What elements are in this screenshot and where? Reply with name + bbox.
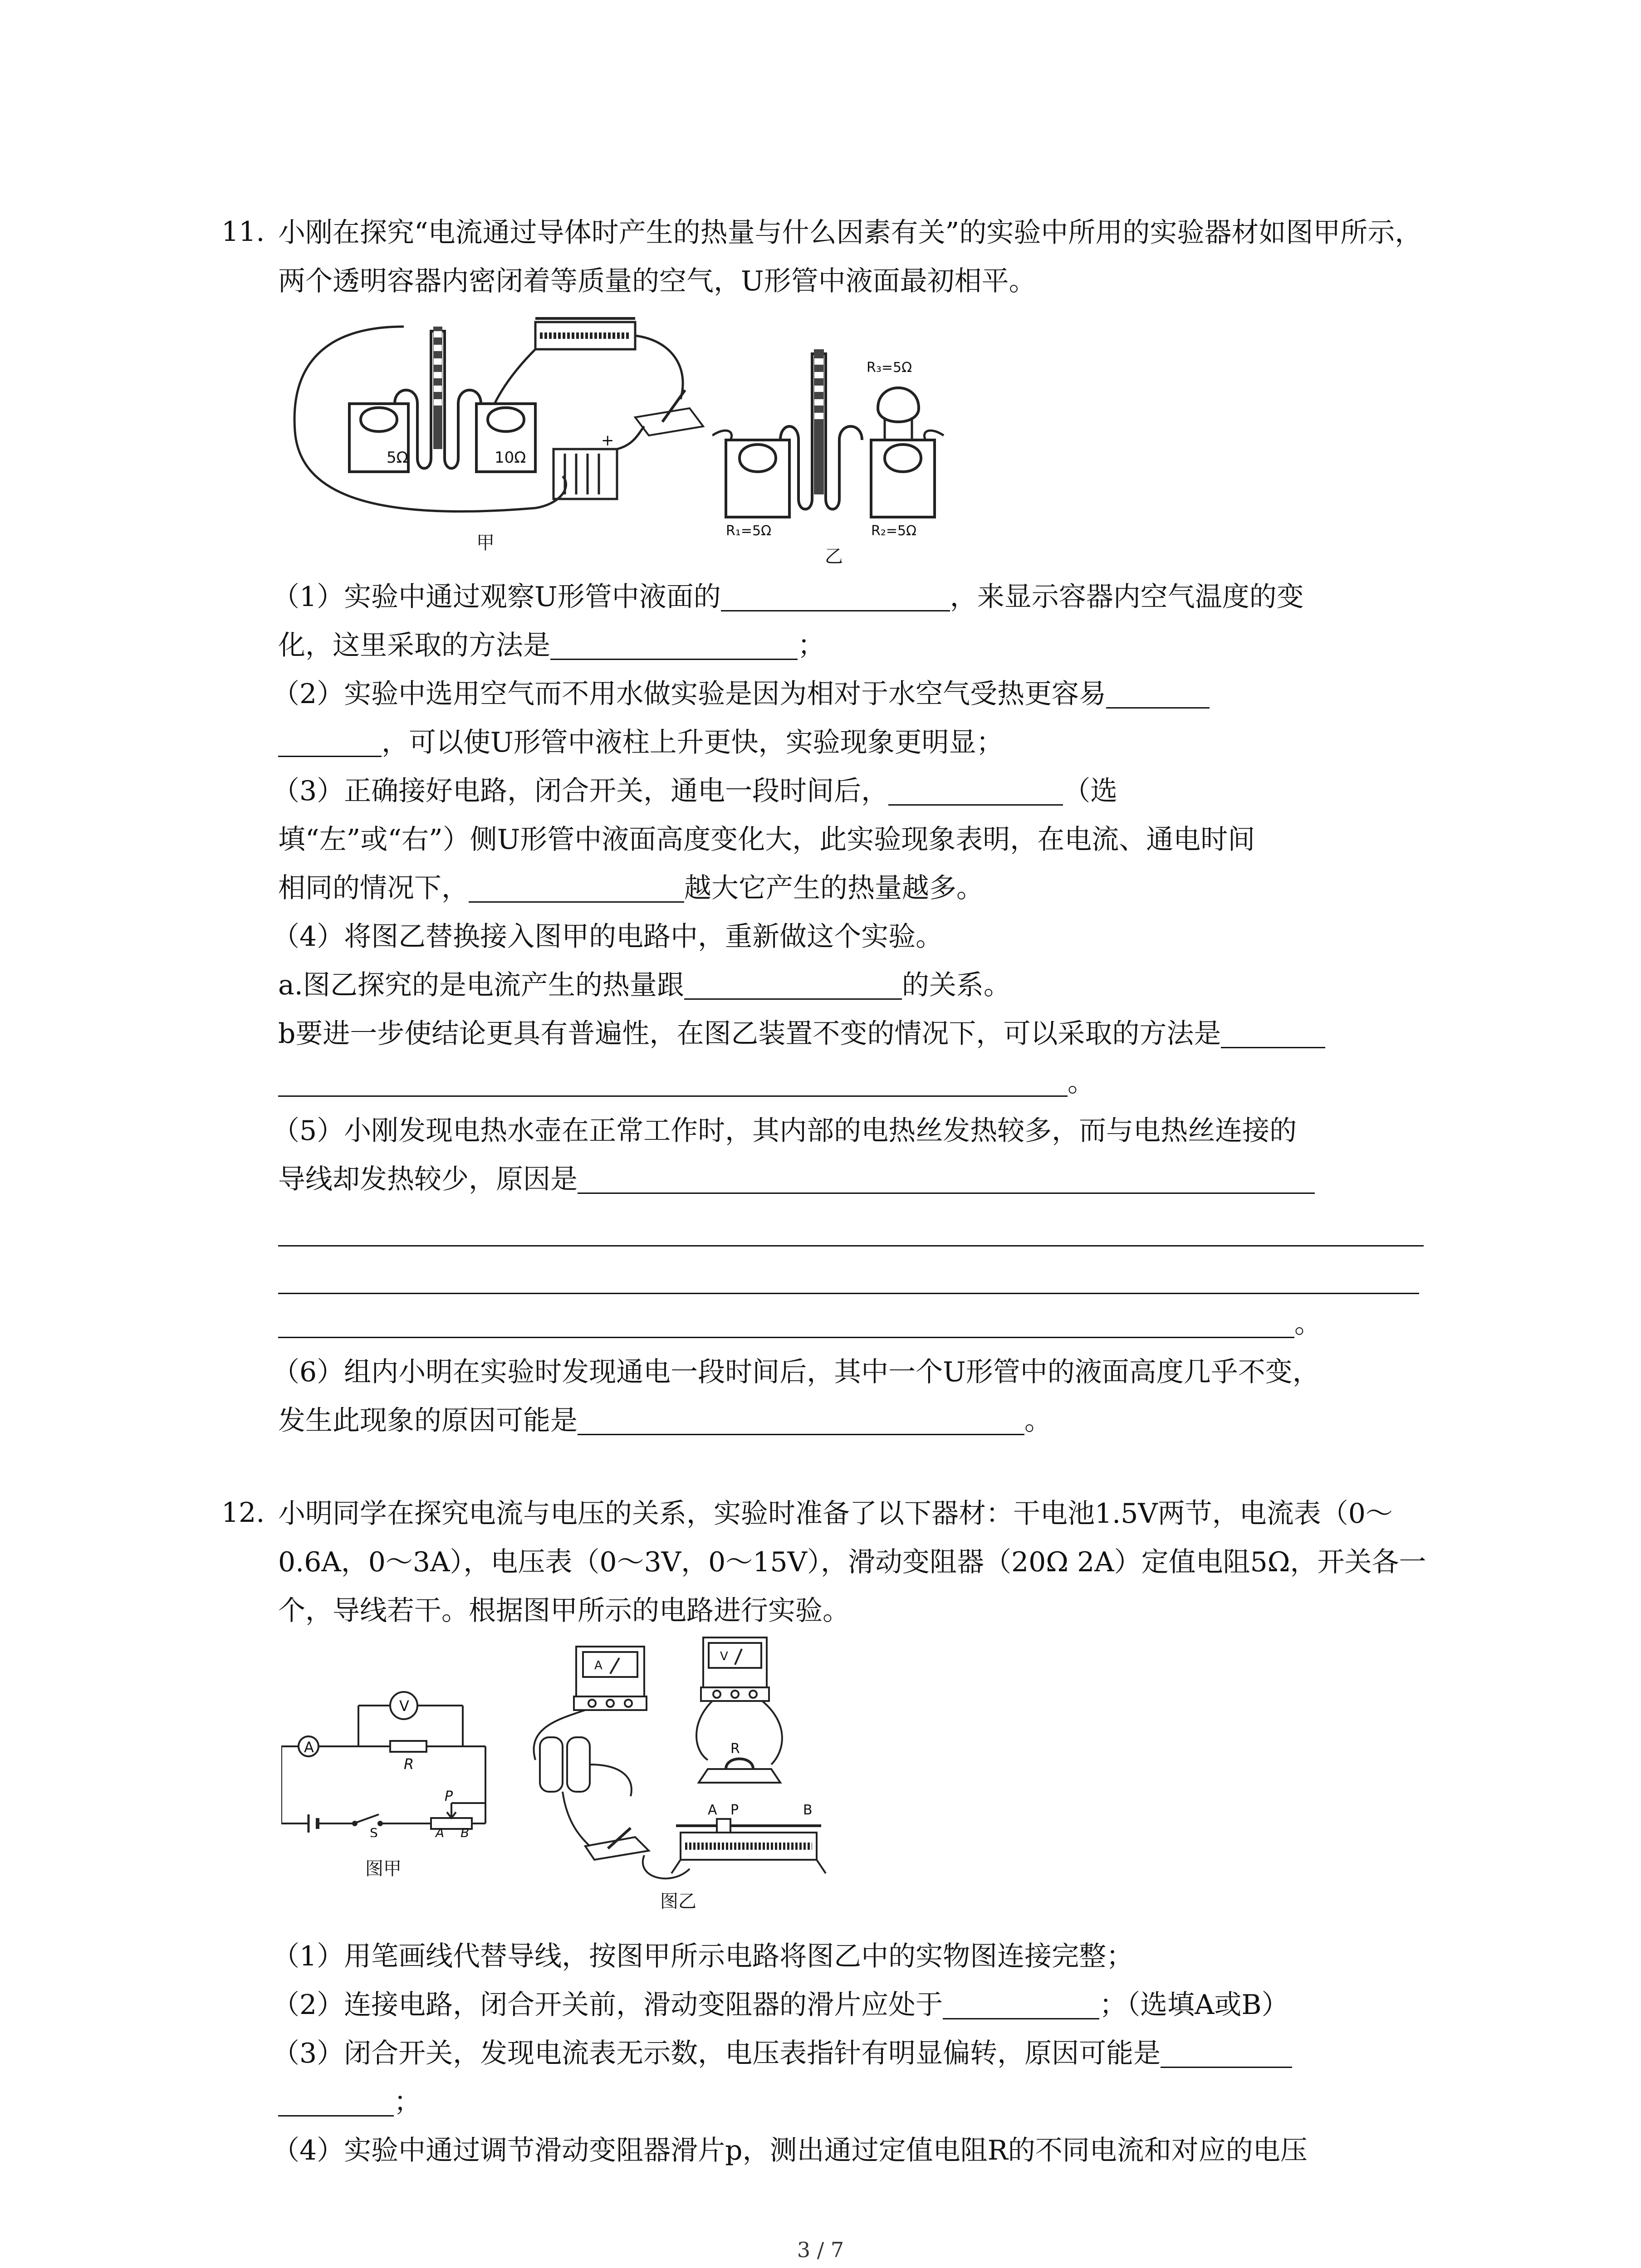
q11-part5-line5: 。 bbox=[278, 1302, 1322, 1341]
label-plus: + bbox=[601, 431, 614, 450]
answer-blank[interactable] bbox=[469, 874, 684, 903]
page-number: 3 / 7 bbox=[797, 2238, 844, 2262]
caption-figure-yi: 图乙 bbox=[660, 1891, 696, 1912]
q11-part1-line2: 化，这里采取的方法是 ； bbox=[278, 630, 825, 661]
resistor-label: R bbox=[404, 1755, 414, 1773]
q11-part3-line1: （3）正确接好电路，闭合开关，通电一段时间后， （选 bbox=[272, 775, 1118, 807]
resistor-real-label: R bbox=[730, 1741, 740, 1757]
q11-part6-line1: （6）组内小明在实验时发现通电一段时间后，其中一个U形管中的液面高度几乎不变， bbox=[272, 1356, 1320, 1388]
voltmeter-label: V bbox=[399, 1697, 409, 1715]
answer-line[interactable] bbox=[278, 1245, 1424, 1246]
q11-part5-line1: （5）小刚发现电热水壶在正常工作时，其内部的电热丝发热较多，而与电热丝连接的 bbox=[272, 1115, 1297, 1147]
answer-blank[interactable] bbox=[888, 777, 1063, 806]
q11-part2-line2: ，可以使U形管中液柱上升更快，实验现象更明显； bbox=[278, 721, 1004, 760]
answer-line[interactable] bbox=[278, 1293, 1419, 1294]
q11-part2-line1: （2）实验中选用空气而不用水做实验是因为相对于水空气受热更容易 bbox=[272, 672, 1210, 711]
ammeter-label: A bbox=[304, 1739, 314, 1756]
q11-part4b-line2: 。 bbox=[278, 1061, 1095, 1100]
caption-yi: 乙 bbox=[825, 546, 843, 567]
q12-part3-line1: （3）闭合开关，发现电流表无示数，电压表指针有明显偏转，原因可能是 bbox=[272, 2032, 1292, 2071]
answer-blank[interactable] bbox=[943, 1991, 1099, 2019]
q11-part5-line2: 导线却发热较少，原因是 bbox=[278, 1158, 1315, 1197]
answer-blank[interactable] bbox=[578, 1407, 1024, 1435]
label-10ohm: 10Ω bbox=[495, 449, 526, 467]
figure-jia bbox=[281, 313, 735, 567]
ammeter-real-label: A bbox=[594, 1659, 603, 1672]
answer-blank[interactable] bbox=[1221, 1020, 1325, 1048]
label-r3: R₃=5Ω bbox=[867, 360, 912, 376]
q11-part6-line2: 发生此现象的原因可能是 。 bbox=[278, 1405, 1052, 1437]
label-r1: R₁=5Ω bbox=[726, 523, 772, 539]
rheostat-p-label: P bbox=[730, 1802, 739, 1818]
q11-part3-line3: 相同的情况下， 越大它产生的热量越多。 bbox=[278, 872, 984, 904]
q12-part3-line2: ； bbox=[278, 2080, 421, 2119]
question-number: 11. bbox=[221, 216, 265, 248]
q12-part4: （4）实验中通过调节滑动变阻器滑片p，测出通过定值电阻R的不同电流和对应的电压 bbox=[272, 2135, 1308, 2166]
q11-part1-line1: （1）实验中通过观察U形管中液面的 ，来显示容器内空气温度的变 bbox=[272, 581, 1304, 613]
answer-blank[interactable] bbox=[1106, 680, 1210, 709]
caption-jia: 甲 bbox=[476, 533, 495, 553]
q11-part4: （4）将图乙替换接入图甲的电路中，重新做这个实验。 bbox=[272, 921, 943, 953]
q11-part3-line2: 填“左”或“右”）侧U形管中液面高度变化大，此实验现象表明，在电流、通电时间 bbox=[278, 824, 1255, 855]
answer-blank[interactable] bbox=[550, 631, 798, 660]
switch-label: S bbox=[370, 1825, 378, 1837]
figure-yi bbox=[712, 345, 948, 544]
question-number: 12. bbox=[221, 1497, 265, 1529]
q12-part2: （2）连接电路，闭合开关前，滑动变阻器的滑片应处于 ；（选填A或B） bbox=[272, 1989, 1289, 2021]
answer-blank[interactable] bbox=[278, 2088, 394, 2116]
rheostat-a-label: A bbox=[708, 1802, 717, 1818]
label-r2: R₂=5Ω bbox=[871, 523, 917, 539]
slider-label: P bbox=[445, 1789, 453, 1804]
answer-blank[interactable] bbox=[278, 1068, 1068, 1097]
rheostat-b-label: B bbox=[803, 1802, 813, 1818]
figure-circuit-jia bbox=[281, 1687, 499, 1837]
figure-apparatus-yi bbox=[517, 1633, 871, 1887]
answer-blank[interactable] bbox=[278, 728, 382, 757]
question-stem: 小刚在探究“电流通过导体时产生的热量与什么因素有关”的实验中所用的实验器材如图甲所示，两个透明容器内密闭着等质量的空气，U形管中液面最初相平。 bbox=[278, 217, 1422, 297]
end-b-label: B bbox=[460, 1825, 470, 1837]
end-a-label: A bbox=[436, 1825, 445, 1837]
q12-part1: （1）用笔画线代替导线，按图甲所示电路将图乙中的实物图连接完整； bbox=[272, 1941, 1134, 1972]
answer-blank[interactable] bbox=[578, 1165, 1315, 1194]
answer-blank[interactable] bbox=[1161, 2039, 1292, 2068]
answer-blank[interactable] bbox=[684, 971, 902, 1000]
voltmeter-real-label: V bbox=[720, 1650, 728, 1663]
q11-part4b-line1: b要进一步使结论更具有普遍性，在图乙装置不变的情况下，可以采取的方法是 bbox=[278, 1012, 1325, 1051]
caption-figure-jia: 图甲 bbox=[365, 1858, 402, 1879]
answer-blank[interactable] bbox=[721, 583, 950, 611]
question-stem: 小明同学在探究电流与电压的关系，实验时准备了以下器材：干电池1.5V两节，电流表（0～0.6A，0～3A），电压表（0～3V，0～15V），滑动变阻器（20Ω 2A）定值电阻5Ω，开关各一个，导线若干。根据图甲所示的电路进行实验。 bbox=[278, 1498, 1426, 1627]
answer-blank[interactable] bbox=[278, 1310, 1294, 1338]
label-5ohm: 5Ω bbox=[387, 449, 408, 467]
q11-part4a: a.图乙探究的是电流产生的热量跟 的关系。 bbox=[278, 969, 1011, 1001]
